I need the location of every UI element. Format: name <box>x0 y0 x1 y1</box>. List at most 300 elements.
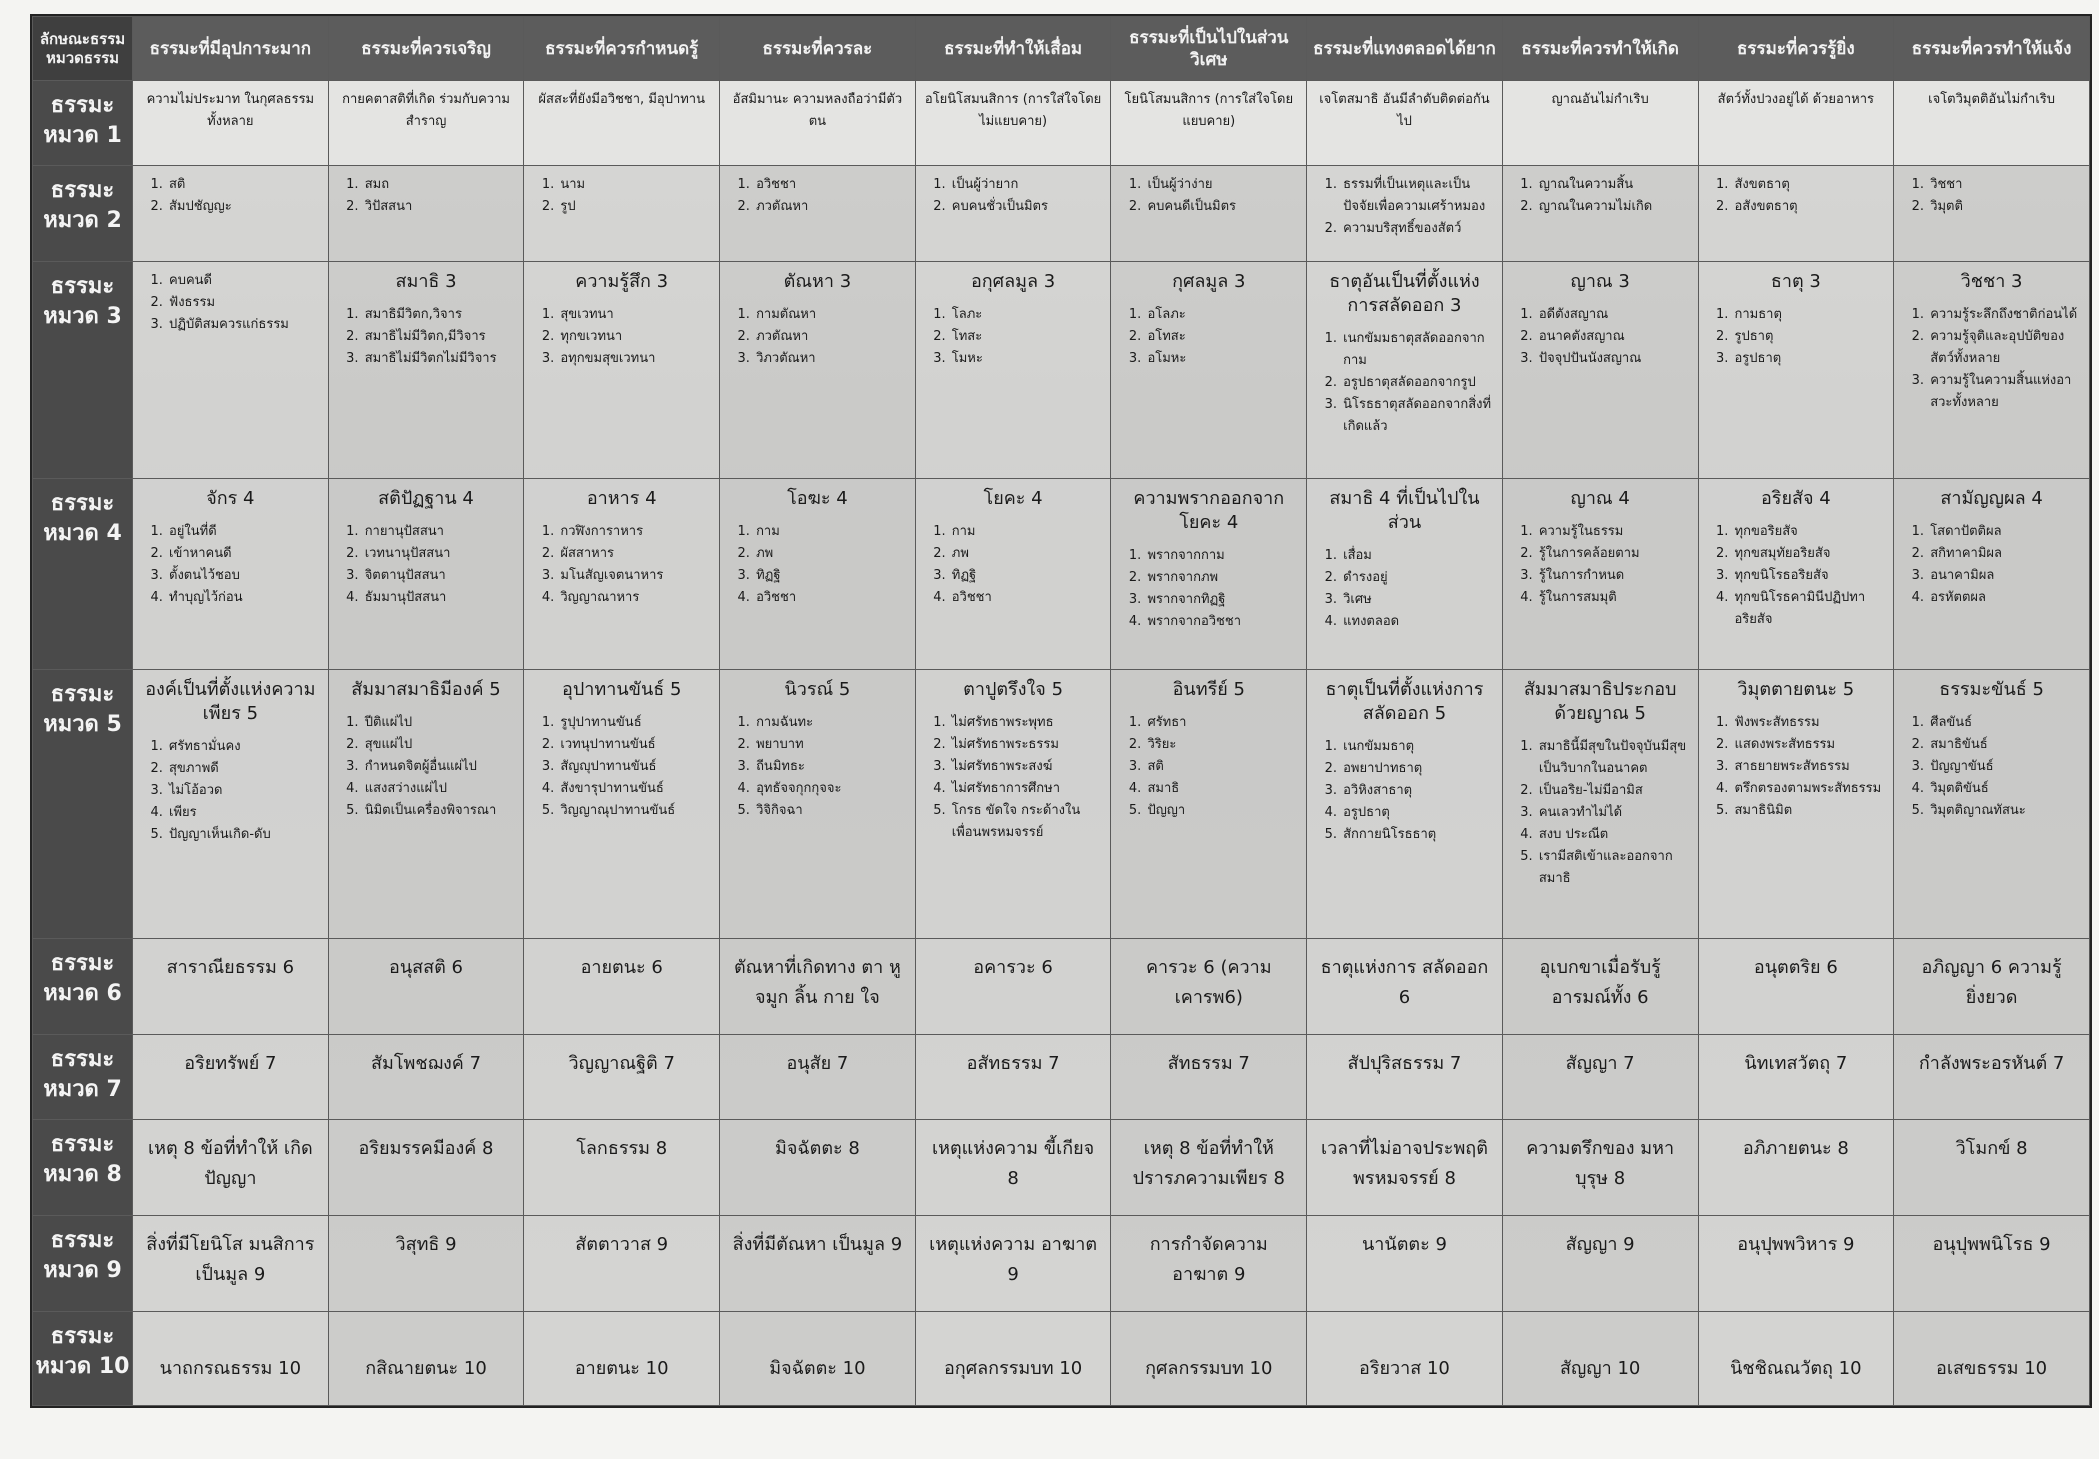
row-header: ธรรมะ หมวด 3 <box>33 262 133 479</box>
cell-item-list <box>728 712 907 822</box>
cell-text: อคารวะ 6 <box>973 957 1053 978</box>
row-header: ธรรมะ หมวด 6 <box>33 939 133 1035</box>
table-cell <box>1698 939 1894 1035</box>
cell-title: อินทรีย์ 5 <box>1172 678 1245 700</box>
cell-item: 3. ตั้งตนไว้ชอบ <box>167 565 320 587</box>
cell-text: เหตุแห่งความ อาฆาต 9 <box>929 1234 1098 1286</box>
cell-item: 1. ความรู้ระลึกถึงชาติก่อนได้ <box>1928 304 2081 326</box>
cell-item: 4. อวิชชา <box>754 587 907 609</box>
cell-item: 1. เนกขัมมธาตุ <box>1341 736 1494 758</box>
cell-item: 3. ทิฏฐิ <box>754 565 907 587</box>
cell-title: จักร 4 <box>206 488 255 510</box>
cell-title: สัมมาสมาธิประกอบด้วยญาณ 5 <box>1523 678 1677 724</box>
cell-description: ความไม่ประมาท ในกุศลธรรมทั้งหลาย <box>146 92 315 129</box>
cell-text: สัญญา 7 <box>1565 1052 1635 1074</box>
table-cell <box>1307 81 1503 166</box>
table-cell <box>720 1120 916 1216</box>
cell-text: โลกธรรม 8 <box>576 1138 668 1160</box>
cell-item-list <box>337 712 516 822</box>
cell-title: ธาตุ 3 <box>1770 271 1821 293</box>
table-row <box>33 1216 2090 1312</box>
cell-item-list <box>728 521 907 609</box>
cell-text: อุเบกขาเมื่อรับรู้ อารมณ์ทั้ง 6 <box>1539 957 1661 1008</box>
cell-item: 2. สมาธิขันธ์ <box>1928 734 2081 756</box>
table-cell <box>915 479 1111 670</box>
cell-description: อโยนิโสมนสิการ (การใส่ใจโดยไม่แยบคาย) <box>924 92 1102 129</box>
cell-text: อภิภายตนะ 8 <box>1742 1138 1849 1160</box>
cell-item: 1. ศรัทธามั่นคง <box>167 736 320 758</box>
cell-item: 5. วิจิกิจฉา <box>754 800 907 822</box>
cell-text: กสิณายตนะ 10 <box>365 1358 487 1380</box>
cell-text: อนุตตริย 6 <box>1753 957 1838 978</box>
cell-item: 4. เพียร <box>167 802 320 824</box>
cell-item: 1. เนกขัมมธาตุสลัดออกจากกาม <box>1341 328 1494 372</box>
cell-item: 3. อโมหะ <box>1145 348 1298 370</box>
cell-item: 3. อนาคามิผล <box>1928 565 2081 587</box>
table-cell <box>328 262 524 479</box>
cell-description: ญาณอันไม่กำเริบ <box>1551 92 1649 107</box>
column-header-7: ธรรมะที่แทงตลอดได้ยาก <box>1307 17 1503 81</box>
cell-title: อุปาทานขันธ์ 5 <box>562 678 682 700</box>
cell-title: สมาธิ 3 <box>395 271 457 293</box>
table-cell <box>1698 1034 1894 1119</box>
column-header-10: ธรรมะที่ควรทำให้แจ้ง <box>1894 17 2090 81</box>
cell-item: 1. สมถ <box>363 174 516 196</box>
cell-item: 1. โสดาปัตติผล <box>1928 521 2081 543</box>
cell-item: 1. กามธาตุ <box>1733 304 1886 326</box>
table-cell <box>720 669 916 938</box>
dhamma-table <box>32 16 2090 1406</box>
cell-item: 1. ปีติแผ่ไป <box>363 712 516 734</box>
cell-item: 4. วิมุตติขันธ์ <box>1928 778 2081 800</box>
cell-item: 3. กำหนดจิตผู้อื่นแผ่ไป <box>363 756 516 778</box>
cell-item: 1. กามฉันทะ <box>754 712 907 734</box>
cell-item: 2. ทุกขสมุทัยอริยสัจ <box>1733 543 1886 565</box>
row-header: ธรรมะ หมวด 9 <box>33 1216 133 1312</box>
table-cell <box>1502 1312 1698 1406</box>
table-cell <box>915 166 1111 262</box>
cell-text: อริยวาส 10 <box>1359 1358 1450 1380</box>
table-cell <box>1502 166 1698 262</box>
table-cell <box>328 1034 524 1119</box>
table-cell <box>1111 81 1307 166</box>
table-cell <box>1502 262 1698 479</box>
cell-item: 2. คบคนชั่วเป็นมิตร <box>950 196 1103 218</box>
cell-item: 4. สมาธิ <box>1145 778 1298 800</box>
cell-item-list <box>1902 521 2081 609</box>
cell-item: 1. นาม <box>558 174 711 196</box>
cell-title: สติปัฏฐาน 4 <box>378 488 474 510</box>
cell-text: อนุปุพพวิหาร 9 <box>1737 1234 1855 1256</box>
cell-title: ความพรากออกจากโยคะ 4 <box>1133 488 1285 534</box>
cell-description: โยนิโสมนสิการ (การใส่ใจโดยแยบคาย) <box>1124 92 1294 129</box>
cell-title: โอฆะ 4 <box>787 488 848 510</box>
table-cell <box>1894 1216 2090 1312</box>
cell-item: 2. อโทสะ <box>1145 326 1298 348</box>
cell-item-list <box>1511 304 1690 370</box>
cell-text: สัปปุริสธรรม 7 <box>1347 1052 1462 1074</box>
table-cell <box>1502 939 1698 1035</box>
cell-item: 3. อวิหิงสาธาตุ <box>1341 780 1494 802</box>
cell-item: 5. ปัญญาเห็นเกิด-ดับ <box>167 824 320 846</box>
cell-description: ผัสสะที่ยังมีอวิชชา, มีอุปาทาน <box>538 92 705 107</box>
table-cell <box>1698 1312 1894 1406</box>
cell-title: สมาธิ 4 ที่เป็นไปในส่วน <box>1329 488 1480 534</box>
cell-item: 4. ทำบุญไว้ก่อน <box>167 587 320 609</box>
cell-title: อริยสัจ 4 <box>1760 488 1831 510</box>
cell-title: โยคะ 4 <box>983 488 1043 510</box>
cell-item: 1. ไม่ศรัทธาพระพุทธ <box>950 712 1103 734</box>
cell-item: 4. ทุกขนิโรธคามินีปฏิปทาอริยสัจ <box>1733 587 1886 631</box>
cell-item: 3. ทิฏฐิ <box>950 565 1103 587</box>
table-cell <box>1307 1216 1503 1312</box>
table-cell <box>720 1034 916 1119</box>
cell-item: 1. กามตัณหา <box>754 304 907 326</box>
table-cell <box>1111 262 1307 479</box>
cell-item: 3. ความรู้ในความสิ้นแห่งอาสวะทั้งหลาย <box>1928 370 2081 414</box>
table-cell <box>524 1216 720 1312</box>
table-cell <box>133 1034 329 1119</box>
cell-item: 2. เข้าหาคนดี <box>167 543 320 565</box>
cell-text: นาถกรณธรรม 10 <box>159 1358 302 1380</box>
cell-item: 2. ไม่ศรัทธาพระธรรม <box>950 734 1103 756</box>
cell-item: 2. ภวตัณหา <box>754 196 907 218</box>
cell-text: อริยมรรคมีองค์ 8 <box>358 1138 494 1160</box>
cell-item: 1. เป็นผู้ว่ายาก <box>950 174 1103 196</box>
cell-item: 1. สมาธินี้มีสุขในปัจจุบันมีสุขเป็นวิบากในอนาคต <box>1537 736 1690 780</box>
cell-text: สัตตาวาส 9 <box>575 1234 669 1256</box>
cell-item: 2. รูป <box>558 196 711 218</box>
cell-item-list <box>728 304 907 370</box>
dhamma-chart-sheet <box>30 14 2092 1408</box>
cell-text: สัญญา 10 <box>1559 1358 1641 1380</box>
cell-item: 3. รู้ในการกำหนด <box>1537 565 1690 587</box>
cell-item: 3. สัญญุปาทานขันธ์ <box>558 756 711 778</box>
cell-item: 1. อโลภะ <box>1145 304 1298 326</box>
cell-title: อกุศลมูล 3 <box>970 271 1056 293</box>
cell-item: 2. รู้ในการคล้อยตาม <box>1537 543 1690 565</box>
cell-item: 5. ปัญญา <box>1145 800 1298 822</box>
table-cell <box>1894 479 2090 670</box>
cell-item-list <box>1511 174 1690 218</box>
table-cell <box>524 1034 720 1119</box>
table-cell <box>720 81 916 166</box>
table-cell <box>328 669 524 938</box>
table-row <box>33 669 2090 938</box>
column-header-6: ธรรมะที่เป็นไปในส่วนวิเศษ <box>1111 17 1307 81</box>
cell-item: 3. คนเลวทำไม่ได้ <box>1537 802 1690 824</box>
cell-item: 1. โลภะ <box>950 304 1103 326</box>
table-cell <box>1111 479 1307 670</box>
table-cell <box>524 939 720 1035</box>
cell-title: ตัณหา 3 <box>783 271 852 293</box>
cell-item: 3. อทุกขมสุขเวทนา <box>558 348 711 370</box>
cell-item: 3. วิเศษ <box>1341 589 1494 611</box>
cell-item: 1. รูปุปาทานขันธ์ <box>558 712 711 734</box>
cell-item-list <box>924 174 1103 218</box>
cell-item: 1. ฟังพระสัทธรรม <box>1733 712 1886 734</box>
cell-item: 5. สักกายนิโรธธาตุ <box>1341 824 1494 846</box>
cell-item: 3. ถีนมิทธะ <box>754 756 907 778</box>
cell-item-list <box>1902 174 2081 218</box>
table-cell <box>1698 479 1894 670</box>
cell-title: สามัญญผล 4 <box>1940 488 2043 510</box>
cell-title: สัมมาสมาธิมีองค์ 5 <box>351 678 501 700</box>
cell-title: ความรู้สึก 3 <box>575 271 669 293</box>
cell-item: 5. เรามีสติเข้าและออกจากสมาธิ <box>1537 846 1690 890</box>
table-cell <box>524 166 720 262</box>
column-header-3: ธรรมะที่ควรกำหนดรู้ <box>524 17 720 81</box>
table-cell <box>1307 939 1503 1035</box>
cell-text: อนุปุพพนิโรธ 9 <box>1932 1234 2051 1256</box>
table-cell <box>1502 1034 1698 1119</box>
cell-item-list <box>924 712 1103 844</box>
cell-text: เหตุแห่งความ ขี้เกียจ 8 <box>931 1138 1095 1190</box>
table-cell <box>1111 1216 1307 1312</box>
cell-item-list <box>1119 545 1298 633</box>
table-row <box>33 166 2090 262</box>
column-header-5: ธรรมะที่ทำให้เสื่อม <box>915 17 1111 81</box>
table-row <box>33 1312 2090 1406</box>
cell-item: 1. กวฬิงการาหาร <box>558 521 711 543</box>
cell-item-list <box>141 174 320 218</box>
column-header-9: ธรรมะที่ควรรู้ยิ่ง <box>1698 17 1894 81</box>
cell-item: 3. จิตตานุปัสสนา <box>363 565 516 587</box>
cell-item: 2. ญาณในความไม่เกิด <box>1537 196 1690 218</box>
table-cell <box>328 1120 524 1216</box>
table-cell <box>915 1034 1111 1119</box>
table-cell <box>915 81 1111 166</box>
table-cell <box>1502 479 1698 670</box>
cell-item: 2. ความรู้จุติและอุปบัติของสัตว์ทั้งหลาย <box>1928 326 2081 370</box>
row-header: ธรรมะ หมวด 2 <box>33 166 133 262</box>
cell-title: วิมุตตายตนะ 5 <box>1737 678 1855 700</box>
table-cell <box>915 1312 1111 1406</box>
cell-item: 1. กาม <box>950 521 1103 543</box>
table-cell <box>1894 166 2090 262</box>
table-cell <box>720 166 916 262</box>
table-cell <box>1894 262 2090 479</box>
cell-item: 1. กายานุปัสสนา <box>363 521 516 543</box>
cell-text: สิ่งที่มีตัณหา เป็นมูล 9 <box>732 1234 903 1256</box>
cell-text: อภิญญา 6 ความรู้ยิ่งยวด <box>1921 957 2062 1008</box>
cell-text: อสัทธรรม 7 <box>966 1052 1060 1074</box>
cell-text: สัญญา 9 <box>1565 1234 1635 1256</box>
cell-item: 1. อวิชชา <box>754 174 907 196</box>
cell-item-list <box>1315 736 1494 846</box>
cell-item: 3. ไม่ศรัทธาพระสงฆ์ <box>950 756 1103 778</box>
table-cell <box>328 166 524 262</box>
table-cell <box>1111 1312 1307 1406</box>
row-header: ธรรมะ หมวด 1 <box>33 81 133 166</box>
cell-item: 2. สัมปชัญญะ <box>167 196 320 218</box>
cell-item: 1. ความรู้ในธรรม <box>1537 521 1690 543</box>
table-cell <box>1894 1120 2090 1216</box>
cell-item: 1. พรากจากกาม <box>1145 545 1298 567</box>
table-row <box>33 1034 2090 1119</box>
cell-title: อาหาร 4 <box>586 488 657 510</box>
column-header-1: ธรรมะที่มีอุปการะมาก <box>133 17 329 81</box>
cell-description: เจโตสมาธิ อันมีลำดับติดต่อกันไป <box>1319 92 1490 129</box>
table-cell <box>915 1216 1111 1312</box>
table-cell <box>133 166 329 262</box>
cell-item: 2. อสังขตธาตุ <box>1733 196 1886 218</box>
column-header-2: ธรรมะที่ควรเจริญ <box>328 17 524 81</box>
cell-item-list <box>141 736 320 846</box>
table-row <box>33 262 2090 479</box>
table-cell <box>1894 1034 2090 1119</box>
cell-title: กุศลมูล 3 <box>1172 271 1246 293</box>
cell-item: 1. วิชชา <box>1928 174 2081 196</box>
cell-text: กำลังพระอรหันต์ 7 <box>1918 1052 2065 1074</box>
cell-text: มิจฉัตตะ 10 <box>769 1358 866 1380</box>
cell-item: 1. คบคนดี <box>167 270 320 292</box>
cell-item: 2. โทสะ <box>950 326 1103 348</box>
cell-item: 4. อวิชชา <box>950 587 1103 609</box>
cell-item-list <box>141 521 320 609</box>
cell-item: 3. ปัญญาขันธ์ <box>1928 756 2081 778</box>
cell-item: 2. รูปธาตุ <box>1733 326 1886 348</box>
cell-item: 1. กาม <box>754 521 907 543</box>
cell-item: 2. ดำรงอยู่ <box>1341 567 1494 589</box>
cell-text: กุศลกรรมบท 10 <box>1145 1358 1273 1380</box>
cell-item: 1. อยู่ในที่ดี <box>167 521 320 543</box>
cell-item: 2. ภพ <box>950 543 1103 565</box>
table-cell <box>524 262 720 479</box>
cell-item-list <box>1119 304 1298 370</box>
cell-item: 2. วิมุตติ <box>1928 196 2081 218</box>
table-cell <box>1307 1120 1503 1216</box>
cell-item: 2. ความบริสุทธิ์ของสัตว์ <box>1341 218 1494 240</box>
column-header-4: ธรรมะที่ควรละ <box>720 17 916 81</box>
table-cell <box>524 1312 720 1406</box>
cell-text: นานัตตะ 9 <box>1362 1234 1447 1256</box>
table-cell <box>1307 166 1503 262</box>
cell-item: 1. เสื่อม <box>1341 545 1494 567</box>
cell-item: 2. พรากจากภพ <box>1145 567 1298 589</box>
cell-item: 1. ธรรมที่เป็นเหตุและเป็นปัจจัยเพื่อความเศร้าหมอง <box>1341 174 1494 218</box>
cell-item-list <box>532 304 711 370</box>
cell-item-list <box>337 304 516 370</box>
cell-text: วิโมกข์ 8 <box>1955 1138 2028 1160</box>
cell-item: 3. ทุกขนิโรธอริยสัจ <box>1733 565 1886 587</box>
cell-item: 4. อุทธัจจกุกกุจจะ <box>754 778 907 800</box>
table-cell <box>720 479 916 670</box>
cell-text: สาราณียธรรม 6 <box>166 957 295 978</box>
table-cell <box>133 1120 329 1216</box>
cell-title: ญาณ 3 <box>1570 271 1630 293</box>
cell-item-list <box>1902 304 2081 414</box>
cell-item: 2. สมาธิไม่มีวิตก,มีวิจาร <box>363 326 516 348</box>
cell-text: เหตุ 8 ข้อที่ทำให้ เกิดปัญญา <box>148 1138 313 1190</box>
table-cell <box>1502 81 1698 166</box>
cell-title: ธาตุอันเป็นที่ตั้งแห่งการสลัดออก 3 <box>1329 271 1480 317</box>
cell-item: 2. สกิทาคามิผล <box>1928 543 2081 565</box>
table-cell <box>524 479 720 670</box>
table-cell <box>1111 939 1307 1035</box>
cell-text: ธาตุแห่งการ สลัดออก 6 <box>1320 957 1489 1008</box>
cell-text: คารวะ 6 (ความเคารพ6) <box>1145 957 1272 1008</box>
cell-item: 3. วิภวตัณหา <box>754 348 907 370</box>
cell-item: 2. คบคนดีเป็นมิตร <box>1145 196 1298 218</box>
cell-item: 1. สุขเวทนา <box>558 304 711 326</box>
row-header: ธรรมะ หมวด 8 <box>33 1120 133 1216</box>
cell-item: 1. ศรัทธา <box>1145 712 1298 734</box>
cell-item: 3. ปฏิบัติสมควรแก่ธรรม <box>167 314 320 336</box>
cell-item: 2. พยาบาท <box>754 734 907 756</box>
table-row <box>33 479 2090 670</box>
cell-title: ตาปูตรึงใจ 5 <box>963 678 1064 700</box>
table-cell <box>1111 1034 1307 1119</box>
header-row <box>33 17 2090 81</box>
cell-item-list <box>1902 712 2081 822</box>
row-header: ธรรมะ หมวด 10 <box>33 1312 133 1406</box>
row-header: ธรรมะ หมวด 5 <box>33 669 133 938</box>
table-cell <box>328 1312 524 1406</box>
cell-item: 2. ฟังธรรม <box>167 292 320 314</box>
table-cell <box>133 1312 329 1406</box>
table-cell <box>915 1120 1111 1216</box>
table-cell <box>133 479 329 670</box>
cell-item: 4. ธัมมานุปัสสนา <box>363 587 516 609</box>
table-cell <box>133 939 329 1035</box>
cell-item: 2. ภพ <box>754 543 907 565</box>
cell-item: 3. อรูปธาตุ <box>1733 348 1886 370</box>
cell-title: วิชชา 3 <box>1960 271 2023 293</box>
cell-description: เจโตวิมุตติอันไม่กำเริบ <box>1928 92 2056 107</box>
table-cell <box>1698 166 1894 262</box>
table-cell <box>133 262 329 479</box>
cell-text: อเสขธรรม 10 <box>1936 1358 2048 1380</box>
cell-item: 4. อรหัตตผล <box>1928 587 2081 609</box>
cell-text: อนุสสติ 6 <box>389 957 463 978</box>
cell-item: 1. สติ <box>167 174 320 196</box>
cell-item-list <box>1707 304 1886 370</box>
table-cell <box>1502 1120 1698 1216</box>
cell-item: 4. แสงสว่างแผ่ไป <box>363 778 516 800</box>
cell-text: สัมโพชฌงค์ 7 <box>371 1052 482 1074</box>
cell-text: ความตรึกของ มหาบุรุษ 8 <box>1526 1138 1675 1190</box>
cell-text: นิชชิณณวัตถุ 10 <box>1730 1358 1862 1380</box>
cell-text: อายตนะ 6 <box>580 957 663 978</box>
cell-item-list <box>1707 712 1886 822</box>
cell-item: 2. เวทนุปาทานขันธ์ <box>558 734 711 756</box>
cell-item: 1. สมาธิมีวิตก,วิจาร <box>363 304 516 326</box>
cell-item: 2. วิริยะ <box>1145 734 1298 756</box>
cell-description: อัสมิมานะ ความหลงถือว่ามีตัวตน <box>732 92 903 129</box>
cell-item: 4. แทงตลอด <box>1341 611 1494 633</box>
cell-item-list <box>1511 736 1690 890</box>
cell-text: อายตนะ 10 <box>574 1358 669 1380</box>
row-header: ธรรมะ หมวด 4 <box>33 479 133 670</box>
cell-item: 5. สมาธินิมิต <box>1733 800 1886 822</box>
cell-item: 2. สุขแผ่ไป <box>363 734 516 756</box>
cell-item: 2. สุขภาพดี <box>167 758 320 780</box>
table-cell <box>915 262 1111 479</box>
cell-item: 3. ไม่โอ้อวด <box>167 780 320 802</box>
cell-item: 4. ไม่ศรัทธาการศึกษา <box>950 778 1103 800</box>
table-cell <box>720 939 916 1035</box>
cell-title: ญาณ 4 <box>1570 488 1630 510</box>
table-cell <box>1307 1312 1503 1406</box>
cell-item: 4. สงบ ประณีต <box>1537 824 1690 846</box>
cell-item: 2. วิปัสสนา <box>363 196 516 218</box>
cell-item: 1. ญาณในความสิ้น <box>1537 174 1690 196</box>
row-header: ธรรมะ หมวด 7 <box>33 1034 133 1119</box>
cell-item: 1. ทุกขอริยสัจ <box>1733 521 1886 543</box>
cell-title: นิวรณ์ 5 <box>784 678 851 700</box>
cell-item-list <box>1707 521 1886 631</box>
